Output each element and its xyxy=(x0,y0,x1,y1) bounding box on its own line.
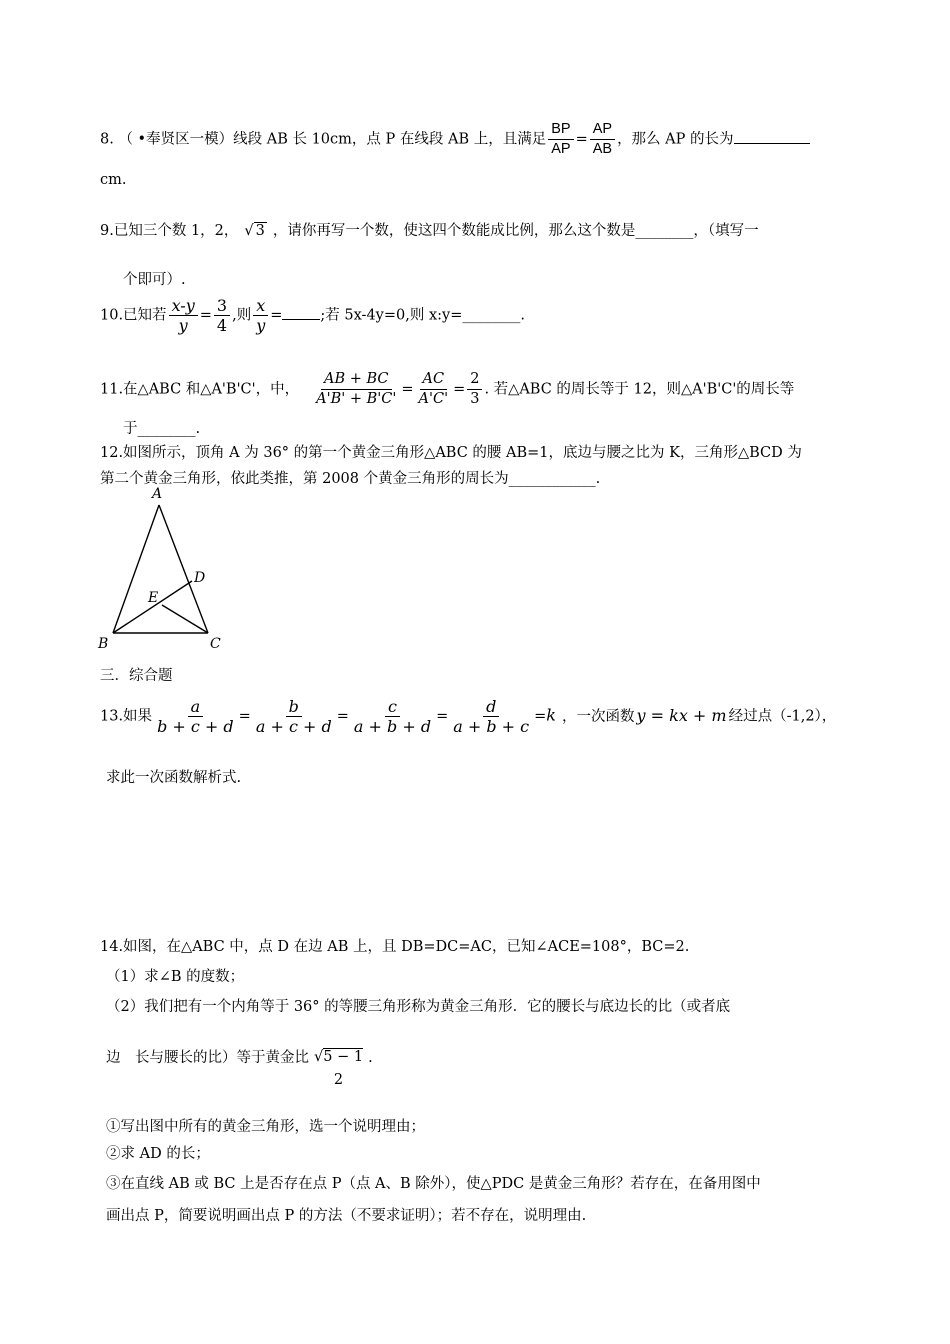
q13-function: y = kx + m xyxy=(636,705,727,725)
q12-line1: 12.如图所示，顶角 A 为 36° 的第一个黄金三角形△ABC 的腰 AB=1，底边与腰之比为 K，三角形△BCD 为 xyxy=(100,445,802,461)
q14-part2: （2）我们把有一个内角等于 36° 的等腰三角形称为黄金三角形．它的腰长与底边长的比（或者底 xyxy=(106,999,731,1015)
q11-fraction-ac: $\frac{AC}{A'C'}$ xyxy=(418,371,449,407)
q14-sub3b: 画出点 P，简要说明画出点 P 的方法（不要求证明）；若不存在，说明理由. xyxy=(106,1208,587,1224)
q11-line2: 于________. xyxy=(123,421,201,437)
label-e: E xyxy=(148,590,159,606)
q10-fraction-xy-y: $\frac{x-y}{y}$ xyxy=(169,296,198,335)
q10-fraction-3-4: $\frac{3}{4}$ xyxy=(214,296,230,335)
q8-tail: ，那么 AP 的长为 xyxy=(617,131,734,148)
q13-fraction-b: $\frac{b}{a + c + d}$ xyxy=(255,697,332,736)
q8-text: （ •奉贤区一模）线段 AB 长 10cm，点 P 在线段 AB 上，且满足 xyxy=(118,131,547,148)
q9-line2: 个即可）. xyxy=(123,272,186,288)
q13-fraction-a: $\frac{a}{b + c + d}$ xyxy=(157,697,234,736)
q8-fraction-ap-ab: $\frac{AP}{AB}$ xyxy=(590,120,615,159)
q8-line: 8. （ •奉贤区一模）线段 AB 长 10cm，点 P 在线段 AB 上，且满足 $\frac{BP}{AP}$ = $\frac{AP}{AB}$ ，那么 AP 的长为 xyxy=(100,120,810,159)
q13-line2: 求此一次函数解析式. xyxy=(106,770,242,786)
label-d: D xyxy=(194,570,206,586)
q13-fraction-c: $\frac{c}{a + b + d}$ xyxy=(353,697,432,736)
q14-sub2: ②求 AD 的长； xyxy=(106,1146,210,1162)
q11-fraction-2-3: $\frac{2}{3}$ xyxy=(467,370,482,409)
q8-fraction-bp-ap: $\frac{BP}{AP}$ xyxy=(548,120,573,159)
q14-line1: 14.如图，在△ABC 中，点 D 在边 AB 上，且 DB=DC=AC，已知∠ACE=108°，BC=2. xyxy=(100,939,690,955)
q10-fraction-x-y: $\frac{x}{y}$ xyxy=(253,296,268,335)
q11-line: 11.在△ABC 和△A'B'C'，中， $\frac{AB + BC}{A'B' + B'C'}$ = $\frac{AC}{A'C'}$ = $\frac{2}{3}$ . 若△ABC 的周长等于 12，则△A'B'C'的周长等 xyxy=(100,371,795,407)
q12-line2: 第二个黄金三角形，依此类推，第 2008 个黄金三角形的周长为____________. xyxy=(100,471,601,487)
q11-fraction-perimeter: $\frac{AB + BC}{A'B' + B'C'}$ xyxy=(316,371,397,407)
q13-line: 13.如果 $\frac{a}{b + c + d}$ = $\frac{b}{a + c + d}$ = $\frac{c}{a + b + d}$ = $\frac{d}{a + b + c}$ =k ，一次函数 y = kx + m 经过点（-1,2）， xyxy=(100,697,837,736)
sqrt-3: √ 3 xyxy=(244,223,265,239)
q14-sub1: ①写出图中所有的黄金三角形，选一个说明理由； xyxy=(106,1119,425,1135)
edge-ac xyxy=(159,505,208,633)
q8-unit: cm. xyxy=(100,172,127,188)
golden-triangle-figure xyxy=(95,485,235,655)
q14-sub3a: ③在直线 AB 或 BC 上是否存在点 P（点 A、B 除外），使△PDC 是黄金三角形？若存在，在备用图中 xyxy=(106,1176,761,1192)
q10-line: 10.已知若 $\frac{x-y}{y}$ = $\frac{3}{4}$ ,则 $\frac{x}{y}$ = ;若 5x-4y=0,则 x:y=________. xyxy=(100,296,525,335)
section-heading: 三．综合题 xyxy=(100,668,173,684)
label-b: B xyxy=(98,636,109,652)
q14-part1: （1）求∠B 的度数； xyxy=(106,969,245,985)
q8-number: 8. xyxy=(100,131,114,148)
golden-ratio-fraction: √5 − 1 2 xyxy=(314,1049,364,1088)
q9-line: 9.已知三个数 1，2， √ 3 ，请你再写一个数，使这四个数能成比例，那么这个数是________，（填写一 xyxy=(100,223,759,239)
edge-bd xyxy=(113,581,192,633)
label-c: C xyxy=(210,636,221,652)
q10-answer-blank[interactable] xyxy=(282,319,320,320)
q13-fraction-d: $\frac{d}{a + b + c}$ xyxy=(453,697,530,736)
edge-ab xyxy=(113,505,159,633)
q14-part2b: 边 长与腰长的比）等于黄金比 √5 − 1 2 . xyxy=(106,1049,373,1088)
edge-ce xyxy=(162,605,208,633)
q8-answer-blank[interactable] xyxy=(734,143,810,144)
label-a: A xyxy=(152,486,163,502)
